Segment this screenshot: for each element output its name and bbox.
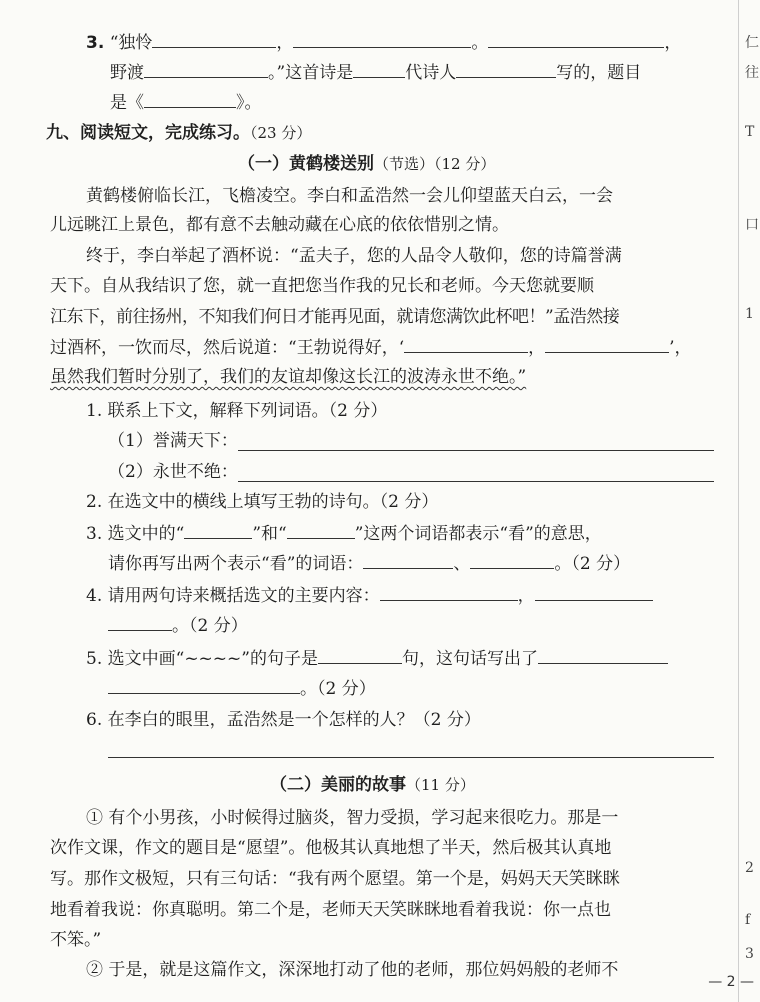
q3-poem-text-7: 》。 [236,93,262,113]
passage1-line [50,334,692,361]
q3-poem-text-5: 写的，题目 [556,63,642,83]
question-4-line2 [108,612,248,639]
summary-blank-1[interactable] [380,582,518,601]
question-1a [108,428,238,454]
question-3-text: 。（2 分） [554,554,631,574]
comma: 、 [453,554,471,574]
question-1a-label: （1）誉满天下： [108,431,238,451]
section-title: 九、阅读短文，完成练习。 [46,123,250,143]
sentence-type-blank[interactable] [318,645,402,664]
poem-blank-4[interactable] [144,59,268,78]
question-3-text: ”和“ [252,524,287,544]
sentence-meaning-blank-2[interactable] [108,675,300,694]
question-5-text: 。（2 分） [300,679,376,699]
summary-blank-2[interactable] [535,582,653,601]
question-1: 1. 联系上下文，解释下列词语。（2 分） [86,401,388,421]
section-heading [46,120,311,146]
passage1-line: 儿远眺江上景色，都有意不去触动藏在心底的依依惜别之情。 [50,215,509,235]
adjacent-page-char: T [745,124,755,140]
wavy-underlined-sentence: 虽然我们暂时分别了，我们的友谊却像这长江的波涛永世不绝。” [50,367,527,387]
adjacent-page-char: 2 [745,860,754,876]
question-2: 2. 在选文中的横线上填写王勃的诗句。（2 分） [86,492,439,512]
word-blank-2[interactable] [287,520,355,539]
page-number: — 2 — [708,974,754,990]
question-5-text: 句，这句话写出了 [401,649,538,669]
answer-line[interactable] [238,481,714,482]
passage1-text: ’， [669,338,692,358]
section-score: （23 分） [250,124,312,142]
passage1-title: （一）黄鹤楼送别 [238,154,374,174]
passage2-title: （二）美丽的故事 [270,775,406,795]
answer-line[interactable] [238,450,714,451]
passage2-line: ② 于是，就是这篇作文，深深地打动了他的老师，那位妈妈般的老师不 [86,960,619,980]
question-6: 6. 在李白的眼里，孟浩然是一个怎样的人？（2 分） [86,710,481,730]
question-4-text: 。（2 分） [172,616,248,636]
question-3-text: 3. 选文中的“ [86,524,185,544]
passage2-line: 次作文课，作文的题目是“愿望”。他极其认真地想了半天，然后极其认真地 [50,838,612,858]
passage2-line: 写。那作文极短，只有三句话：“我有两个愿望。第一个是，妈妈天天笑眯眯 [50,869,620,889]
question-3-line1 [86,520,602,547]
dynasty-blank[interactable] [353,59,405,78]
adjacent-page-char: 仁 [745,35,759,51]
passage2-line: 地看着我说：你真聪明。第二个是，老师天天笑眯眯地看着我说：你一点也 [50,900,611,920]
passage1-note: （节选）（12 分） [374,155,496,173]
adjacent-page-char: 3 [745,946,754,962]
adjacent-page-char: 往 [745,65,759,81]
q3-poem-number: 3. [86,33,105,53]
sentence-meaning-blank[interactable] [538,645,668,664]
passage1-line: 终于，李白举起了酒杯说：“孟夫子，您的人品令人敬仰，您的诗篇誉满 [86,246,622,266]
passage1-text: 过酒杯，一饮而尽，然后说道：“王勃说得好，‘ [50,338,405,358]
page-divider [738,0,739,1002]
poet-blank[interactable] [456,59,556,78]
wangbo-blank-2[interactable] [545,334,669,353]
passage1-heading [238,151,495,177]
question-3-line2 [108,550,630,577]
look-word-blank-2[interactable] [470,550,554,569]
question-5-text: 5. 选文中画“~~~~”的句子是 [86,649,318,669]
comma: ， [517,586,535,606]
q3-poem-text-4: 代诗人 [405,63,457,83]
q3-poem-line1 [86,29,681,56]
poem-blank-1[interactable] [152,29,276,48]
period: 。 [471,33,489,53]
question-3-text: 请你再写出两个表示“看”的词语： [108,554,364,574]
comma: ， [664,33,682,53]
q3-poem-text-3: 。”这首诗是 [268,63,354,83]
q3-poem-text-1: “独怜 [109,33,153,53]
summary-blank-3[interactable] [108,612,172,631]
comma: ， [276,33,294,53]
question-1b-label: （2）永世不绝： [108,462,238,482]
poem-blank-2[interactable] [293,29,471,48]
comma: ， [528,338,546,358]
passage1-line: 黄鹤楼俯临长江，飞檐凌空。李白和孟浩然一会儿仰望蓝天白云，一会 [86,186,613,206]
passage2-score: （11 分） [406,776,475,794]
q3-poem-text-2: 野渡 [110,63,144,83]
poem-blank-3[interactable] [488,29,664,48]
question-4-text: 4. 请用两句诗来概括选文的主要内容： [86,586,380,606]
title-blank[interactable] [144,89,236,108]
passage2-line: 不笨。” [50,930,102,950]
look-word-blank-1[interactable] [363,550,453,569]
answer-line[interactable] [108,757,714,758]
adjacent-page-char: f [745,912,751,928]
question-4-line1 [86,582,653,609]
passage2-line: ① 有个小男孩，小时候得过脑炎，智力受损，学习起来很吃力。那是一 [86,808,619,828]
passage1-line: 天下。自从我结识了您，就一直把您当作我的兄长和老师。今天您就要顺 [50,276,594,296]
q3-poem-line3 [110,89,262,116]
word-blank-1[interactable] [184,520,252,539]
adjacent-page-char: 口 [745,217,759,233]
passage1-line: 江东下，前往扬州，不知我们何日才能再见面，就请您满饮此杯吧！”孟浩然接 [50,307,620,327]
question-1b [108,459,238,485]
q3-poem-line2 [110,59,641,86]
wangbo-blank-1[interactable] [404,334,528,353]
question-3-text: ”这两个词语都表示“看”的意思， [354,524,602,544]
question-5-line1 [86,645,668,672]
question-5-line2 [108,675,376,702]
q3-poem-text-6: 是《 [110,93,144,113]
passage2-heading [270,772,475,798]
adjacent-page-char: 1 [745,306,754,322]
